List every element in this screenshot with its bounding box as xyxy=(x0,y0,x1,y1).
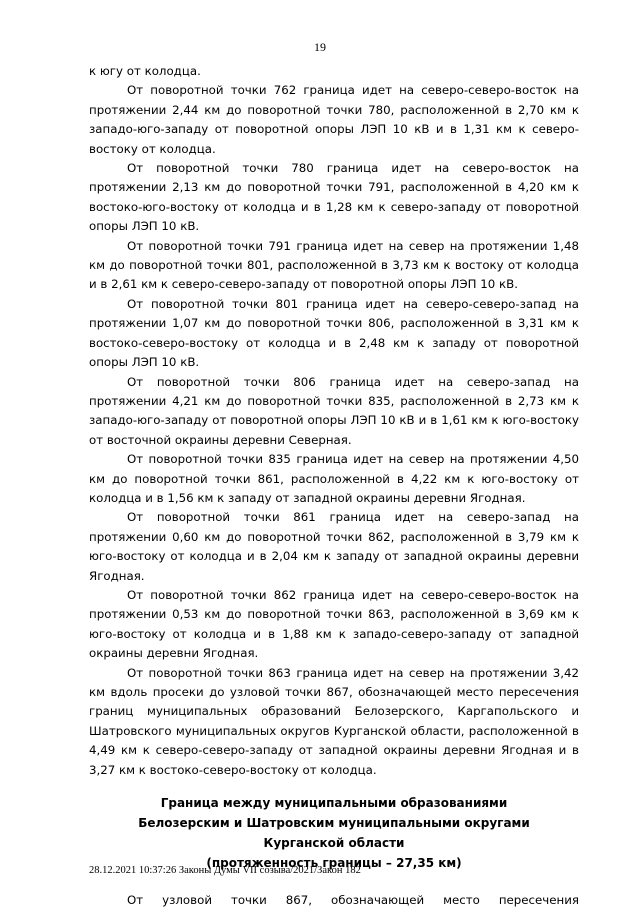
section-heading-line: Белозерским и Шатровским муниципальными округами xyxy=(138,816,530,831)
section-heading xyxy=(89,793,579,873)
paragraph: От поворотной точки 835 граница идет на север на протяжении 4,50 км до поворотной точки 861, расположенной в 4,22 км к юго-востоку от колодца и в 1,56 км к западу от западной окраины деревни Ягодная. xyxy=(89,452,579,505)
footer-document-stamp: 28.12.2021 10:37:26 Законы Думы VII созыва/2021/Закон 182 xyxy=(89,865,361,876)
page-number: 19 xyxy=(314,40,326,54)
section-heading-line: Курганской области xyxy=(263,836,405,851)
paragraph-trailing: От узловой точки 867, обозначающей место пересечения xyxy=(127,893,579,908)
section-heading-line: (протяженность границы – 27,35 км) xyxy=(206,856,462,871)
paragraph: От поворотной точки 801 граница идет на северо-северо-запад на протяжении 1,07 км до поворотной точки 806, расположенной в 3,31 км к востоко-северо-востоку от колодца и в 2,48 км к западу от поворотной опоры ЛЭП 10 кВ. xyxy=(89,296,579,370)
paragraph-continued: к югу от колодца. xyxy=(89,64,201,78)
document-body xyxy=(89,62,579,910)
paragraph: От поворотной точки 863 граница идет на север на протяжении 3,42 км вдоль просеки до узловой точки 867, обозначающей место пересечения границ муниципальных образований Белозерского, Каргапольского и Шатровского муниципальных округов Курганской области, расположенной в 4,49 км к северо-северо-западу от западной окраины деревни Ягодная и в 3,27 км к востоко-северо-востоку от колодца. xyxy=(89,665,579,777)
paragraph: От поворотной точки 862 граница идет на северо-северо-восток на протяжении 0,53 км до поворотной точки 863, расположенной в 3,69 км к юго-востоку от колодца и в 1,88 км к западо-северо-западу от западной окраины деревни Ягодная. xyxy=(89,587,579,661)
paragraph: От поворотной точки 806 граница идет на северо-запад на протяжении 4,21 км до поворотной точки 835, расположенной в 2,73 км к западо-юго-западу от поворотной опоры ЛЭП 10 кВ и в 1,61 км к юго-востоку от восточной окраины деревни Северная. xyxy=(89,374,579,447)
paragraph: От поворотной точки 861 граница идет на северо-запад на протяжении 0,60 км до поворотной точки 862, расположенной в 3,79 км к юго-востоку от колодца и в 2,04 км к западу от западной окраины деревни Ягодная. xyxy=(89,510,579,583)
section-heading-line: Граница между муниципальными образованиями xyxy=(160,796,508,811)
paragraph: От поворотной точки 791 граница идет на север на протяжении 1,48 км до поворотной точки 801, расположенной в 3,73 км к востоку от колодца и в 2,61 км к северо-северо-западу от поворотной опоры ЛЭП 10 кВ. xyxy=(89,238,579,292)
paragraph: От поворотной точки 780 граница идет на северо-восток на протяжении 2,13 км до поворотной точки 791, расположенной в 4,20 км к востоко-юго-востоку от колодца и в 1,28 км к северо-западу от поворотной опоры ЛЭП 10 кВ. xyxy=(89,161,579,234)
paragraph: От поворотной точки 762 граница идет на северо-северо-восток на протяжении 2,44 км до поворотной точки 780, расположенной в 2,70 км к западо-юго-западу от поворотной опоры ЛЭП 10 кВ и в 1,31 км к северо-востоку от колодца. xyxy=(89,83,579,156)
